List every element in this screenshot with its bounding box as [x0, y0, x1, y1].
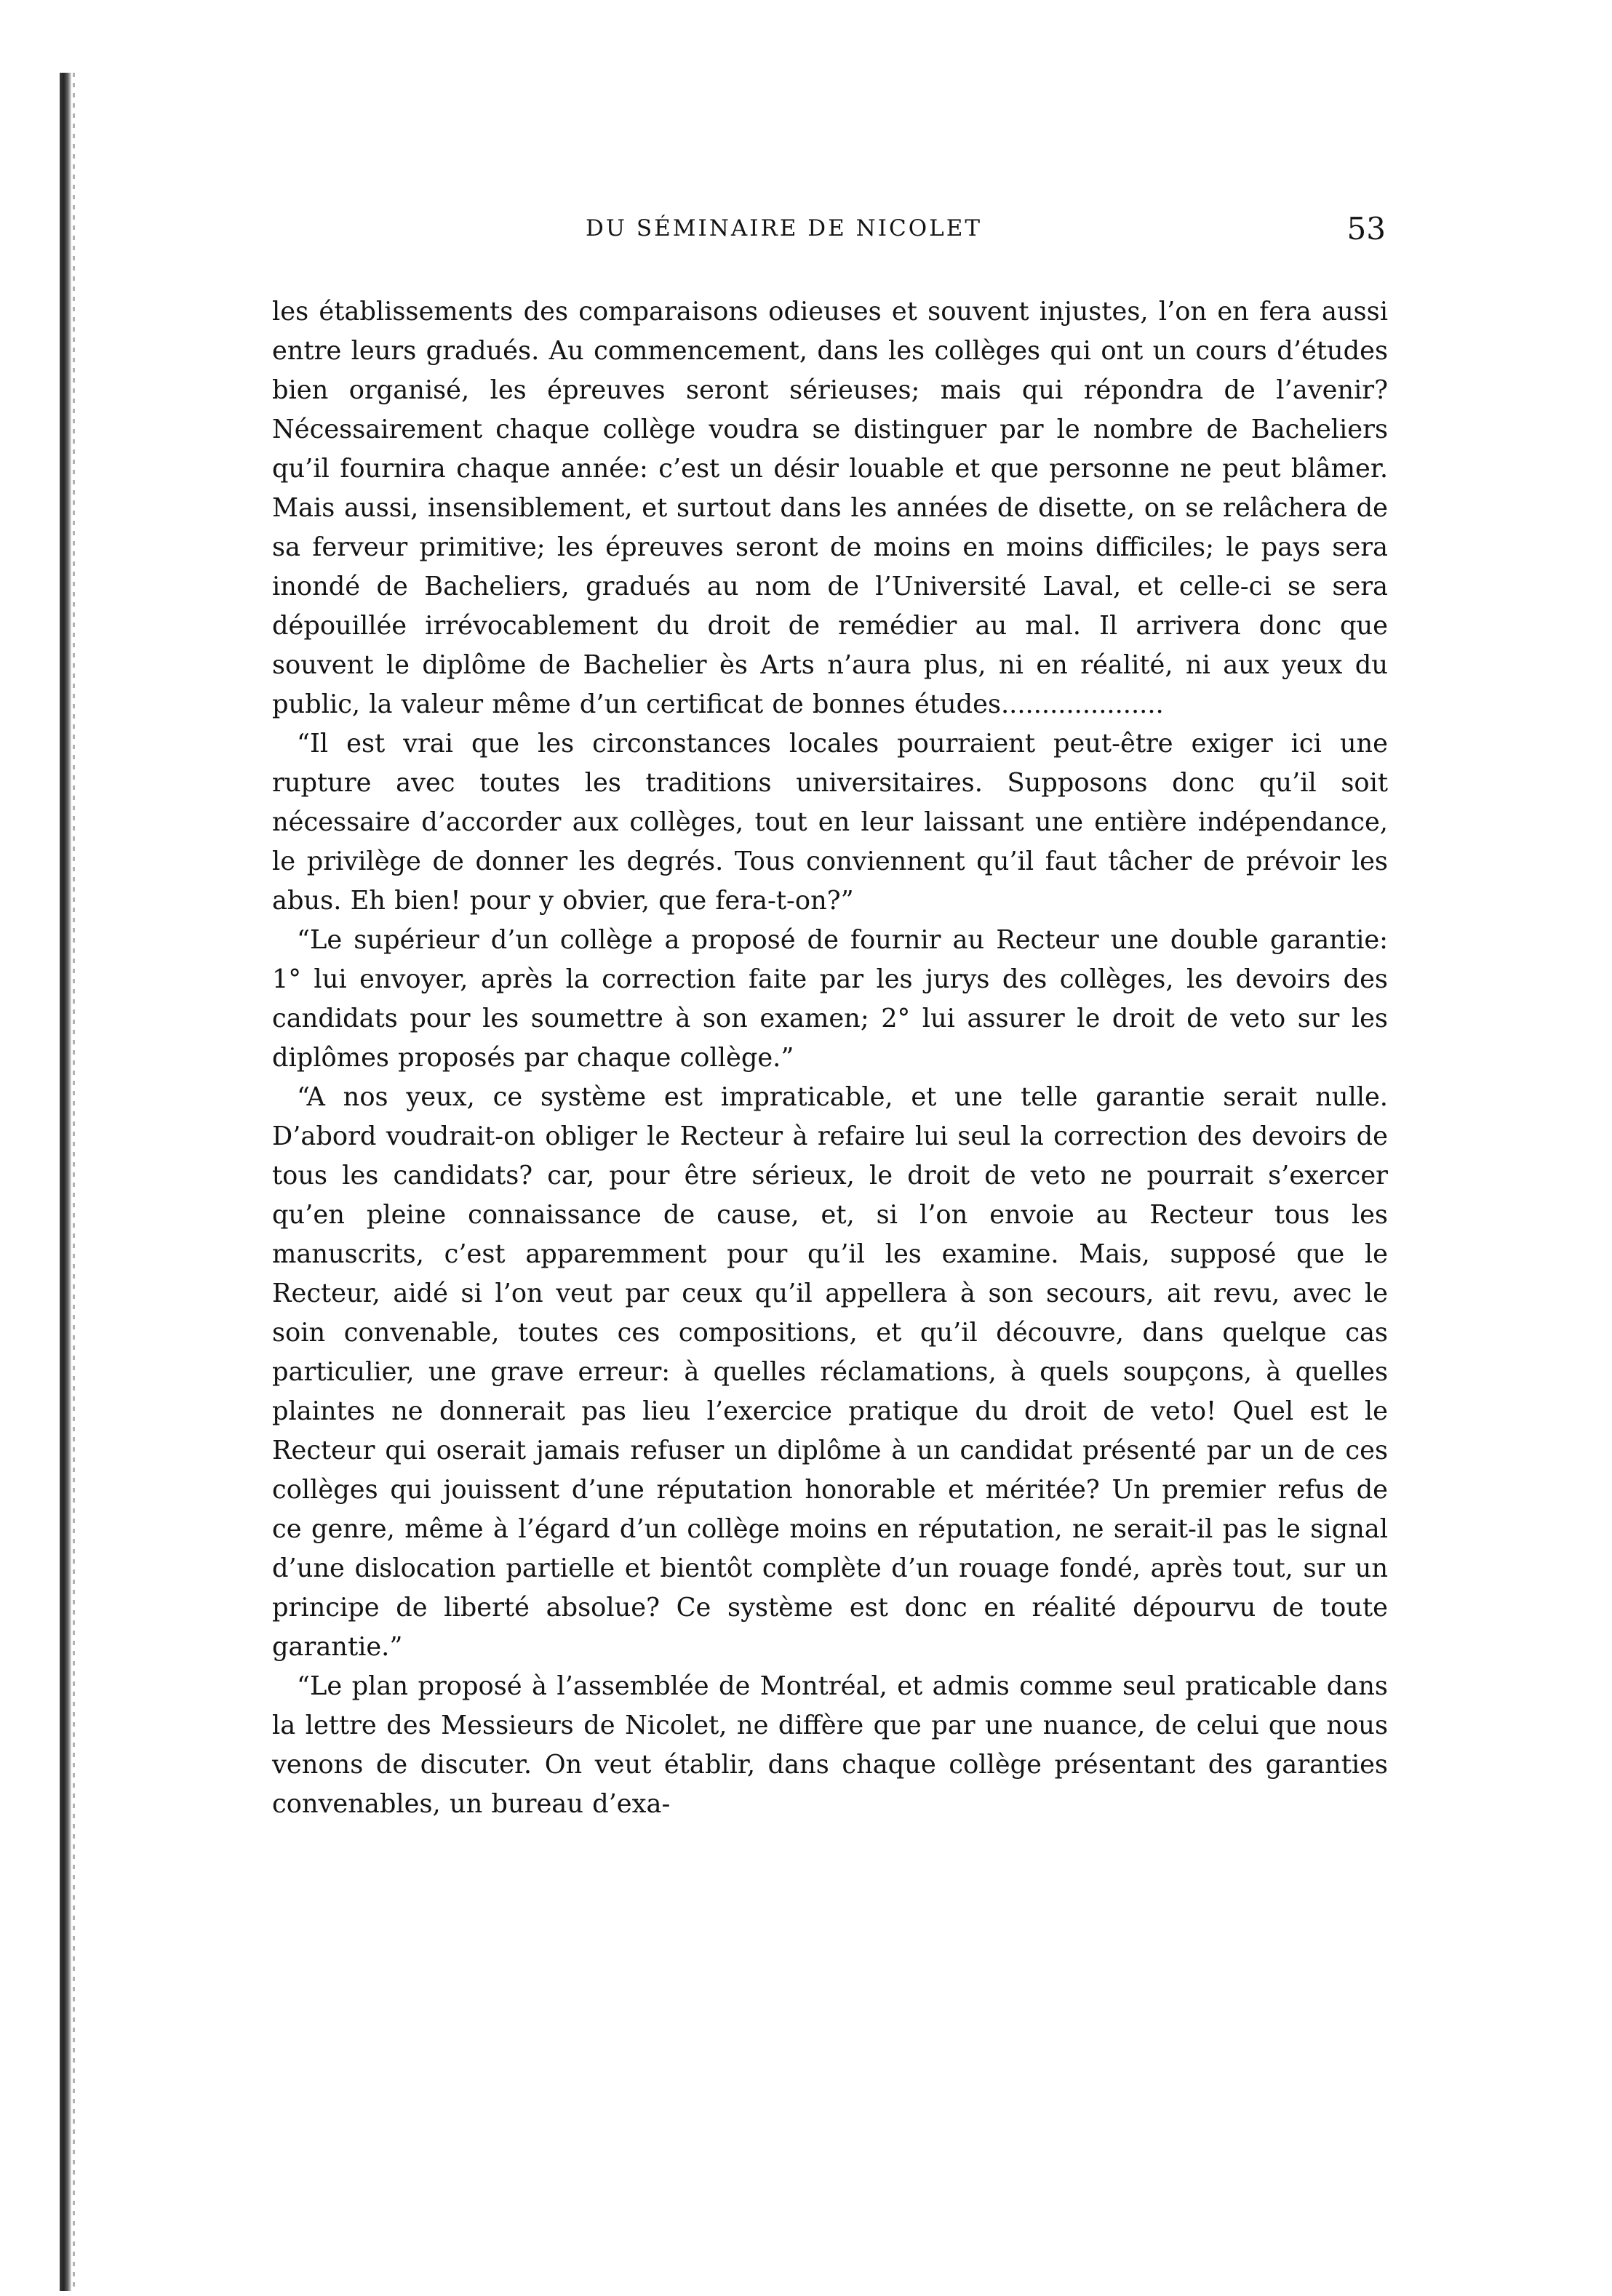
paragraph-2: “Il est vrai que les circonstances locales pourraient peut-être exiger ici une rupture avec toutes les traditions universitaires. Supposons donc qu’il soit nécessaire d’accorder aux collèges, tout en leur laissant une entière indépendance, le privilège de donner les degrés. Tous conviennent qu’il faut tâcher de prévoir les abus. Eh bien! pour y obvier, que fera-t-on?” — [272, 729, 1388, 916]
running-title: DU SÉMINAIRE DE NICOLET — [586, 215, 983, 241]
paragraph-4: “A nos yeux, ce système est impraticable, et une telle garantie serait nulle. D’abord voudrait-on obliger le Recteur à refaire lui seul la correction des devoirs de tous les candidats? car, pour être sérieux, le droit de veto ne pourrait s’exercer qu’en pleine connaissance de cause, et, si l’on envoie au Recteur tous les manuscrits, c’est apparemment pour qu’il les examine. Mais, supposé que le Recteur, aidé si l’on veut par ceux qu’il appellera à son secours, ait revu, avec le soin convenable, toutes ces compositions, et qu’il découvre, dans quelque cas particulier, une grave erreur: à quelles réclamations, à quels soupçons, à quelles plaintes ne donnerait pas lieu l’exercice pratique du droit de veto! Quel est le Recteur qui oserait jamais refuser un diplôme à un candidat présenté par un de ces collèges qui jouissent d’une réputation honorable et méritée? Un premier refus de ce genre, même à l’égard d’un collège moins en réputation, ne serait-il pas le signal d’une dislocation partielle et bientôt complète d’un rouage fondé, après tout, sur un principe de liberté absolue? Ce système est donc en réalité dépourvu de toute garantie.” — [272, 1082, 1388, 1662]
paragraph-1: les établissements des comparaisons odieuses et souvent injustes, l’on en fera aussi entre leurs gradués. Au commencement, dans les collèges qui ont un cours d’études bien organisé, les épreuves seront sérieuses; mais qui répondra de l’avenir? Nécessairement chaque collège voudra se distinguer par le nombre de Bacheliers qu’il fournira chaque année: c’est un désir louable et que personne ne peut blâmer. Mais aussi, insensiblement, et surtout dans les années de disette, on se relâchera de sa ferveur primitive; les épreuves seront de moins en moins difficiles; le pays sera inondé de Bacheliers, gradués au nom de l’Université Laval, et celle-ci se sera dépouillée irrévocablement du droit de remédier au mal. Il arrivera donc que souvent le diplôme de Bachelier ès Arts n’aura plus, ni en réalité, ni aux yeux du public, la valeur même d’un certificat de bonnes études.................... — [272, 297, 1388, 719]
running-head — [273, 211, 1386, 253]
paragraph-3: “Le supérieur d’un collège a proposé de fournir au Recteur une double garantie: 1° lui envoyer, après la correction faite par les jurys des collèges, les devoirs des candidats pour les soumettre à son examen; 2° lui assurer le droit de veto sur les diplômes proposés par chaque collège.” — [272, 925, 1388, 1073]
page-number: 53 — [1346, 211, 1386, 247]
body-text — [272, 292, 1388, 1824]
paragraph-5: “Le plan proposé à l’assemblée de Montréal, et admis comme seul praticable dans la lettre des Messieurs de Nicolet, ne diffère que par une nuance, de celui que nous venons de discuter. On veut établir, dans chaque collège présentant des garanties convenables, un bureau d’exa- — [272, 1671, 1388, 1819]
page-binding-edge — [60, 73, 71, 2291]
